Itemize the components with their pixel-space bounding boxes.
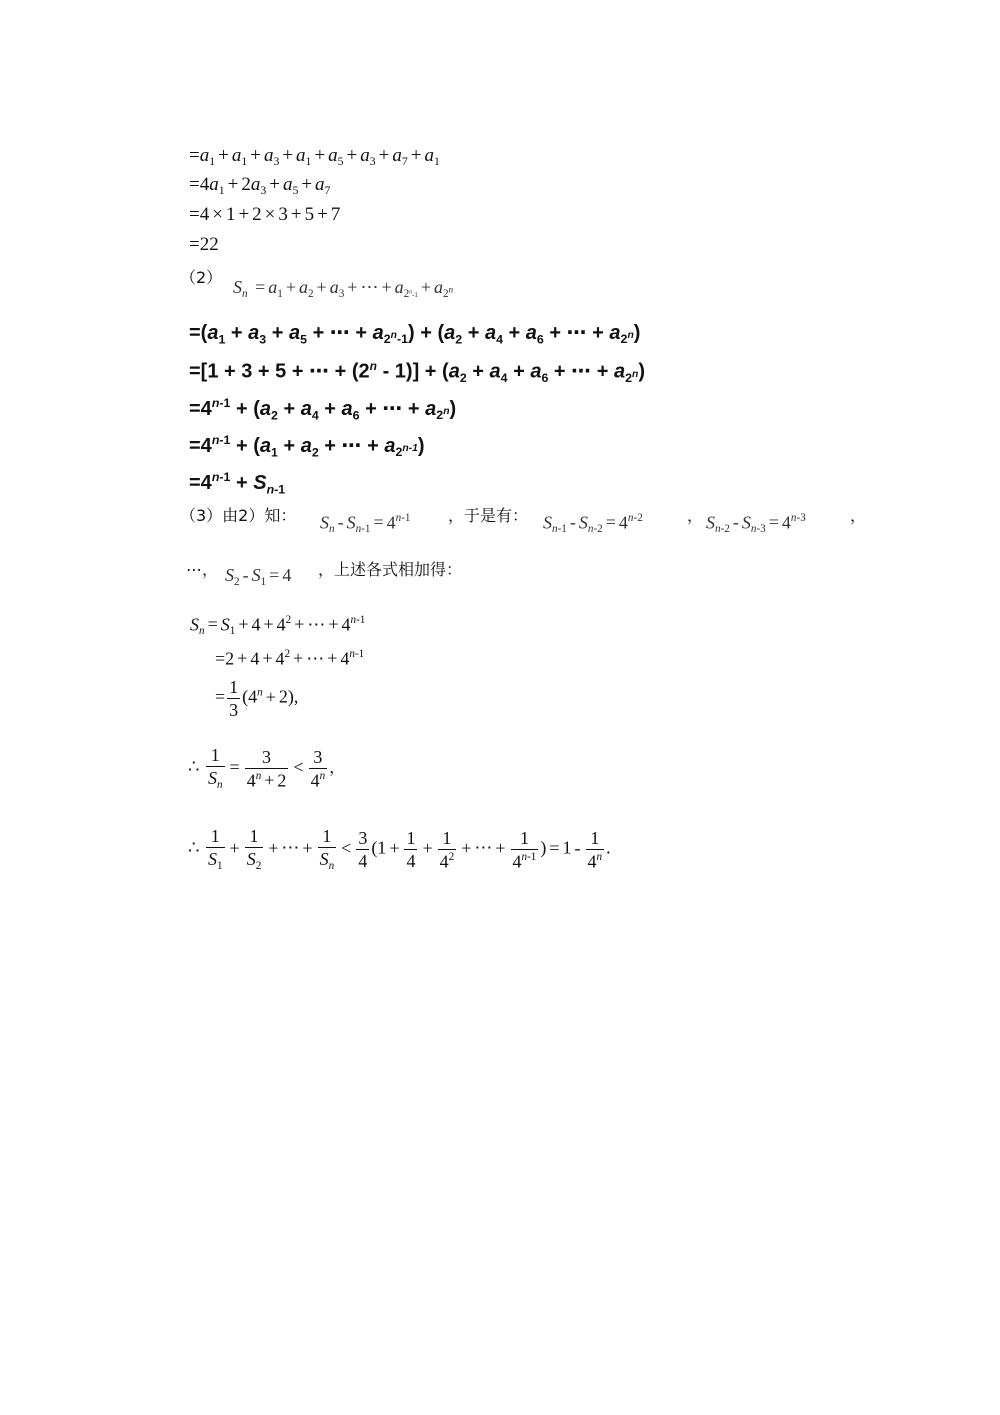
- part2-label: （2）: [180, 268, 223, 287]
- part3-sum3: = $\frac{1}{3}$ $(4^n + 2)$,: [215, 677, 299, 720]
- part1-line2: $=4a_1 + 2a_3 + a_5 + a_7$: [189, 174, 331, 198]
- part3-ellipsis: ⋯，: [186, 560, 219, 579]
- part3-sum2: $=2 + 4 + 4^2$ + ⋯ + $4^{n-1}$: [215, 648, 365, 669]
- part3-text-yushiyou: ，于是有：: [448, 506, 529, 525]
- part2-line5: $=4^{n-1} + S_{n-1}$: [189, 470, 286, 497]
- part3-sum1: $S_n = S_1 + 4 + 4^2$ + ⋯ + $4^{n-1}$: [190, 614, 366, 638]
- part3-text-add: ，上述各式相加得：: [318, 560, 463, 579]
- part3-eq1: $S_n - S_{n-1} = 4^{n-1}$: [320, 512, 411, 536]
- part3-eq3: $S_{n-2} - S_{n-3} = 4^{n-3}$: [706, 512, 806, 536]
- part1-line3: =4 × 1 + 2 × 3 + 5 + 7: [189, 204, 341, 225]
- part1-line1: $=a_1 + a_1 + a_3 + a_1 + a_5 + a_3 + a_7 + a_1$: [189, 145, 440, 169]
- part2-line4: $=4^{n-1} + (a_1 + a_2$ + ⋯ + $a_{2^{n-1}}$): [189, 433, 425, 460]
- part2-line3: $=4^{n-1} + (a_2 + a_4 + a_6$ + ⋯ + $a_{2^n}$): [189, 396, 457, 423]
- part3-comma-2: ，: [850, 506, 867, 525]
- part3-eq4: $S_2 - S_1 = 4$: [225, 565, 292, 588]
- part3-ineq2: ∴ $\frac{1}{S_1}$ + $\frac{1}{S_2}$ + ⋯ + $\frac{1}{S_n}$ < $\frac{3}{4}$ (1 + $\frac{1}{4}$ + $\frac{1}{4^2}$ + ⋯ + $\frac{1}{4^{n-1}}$ ) = 1 - $\frac{1}{4^n}$ .: [188, 826, 611, 872]
- part3-comma-1: ，: [687, 506, 704, 525]
- part1-line4: =22: [189, 234, 219, 255]
- part3-ineq1: ∴ $\frac{1}{S_n}$ = $\frac{3}{4^n + 2}$ < $\frac{3}{4^n}$ ，: [188, 745, 346, 791]
- part2-line2: =[1 + 3 + 5 + ⋯ + $(2^n - 1)] + (a_2 + a_4 + a_6$ + ⋯ + $a_{2^n}$): [189, 359, 645, 385]
- part3-eq2: $S_{n-1} - S_{n-2} = 4^{n-2}$: [543, 512, 643, 536]
- part3-label: （3）由2）知：: [180, 506, 297, 525]
- part2-line0: $S_n = a_1 + a_2 + a_3$ + ⋯ + $a_{2^n-1} + a_{2^n}$: [233, 277, 454, 300]
- part2-line1: $=(a_1 + a_3 + a_5$ + ⋯ + $a_{2^n-1}) + (a_2 + a_4 + a_6$ + ⋯ + $a_{2^n}$): [189, 322, 641, 347]
